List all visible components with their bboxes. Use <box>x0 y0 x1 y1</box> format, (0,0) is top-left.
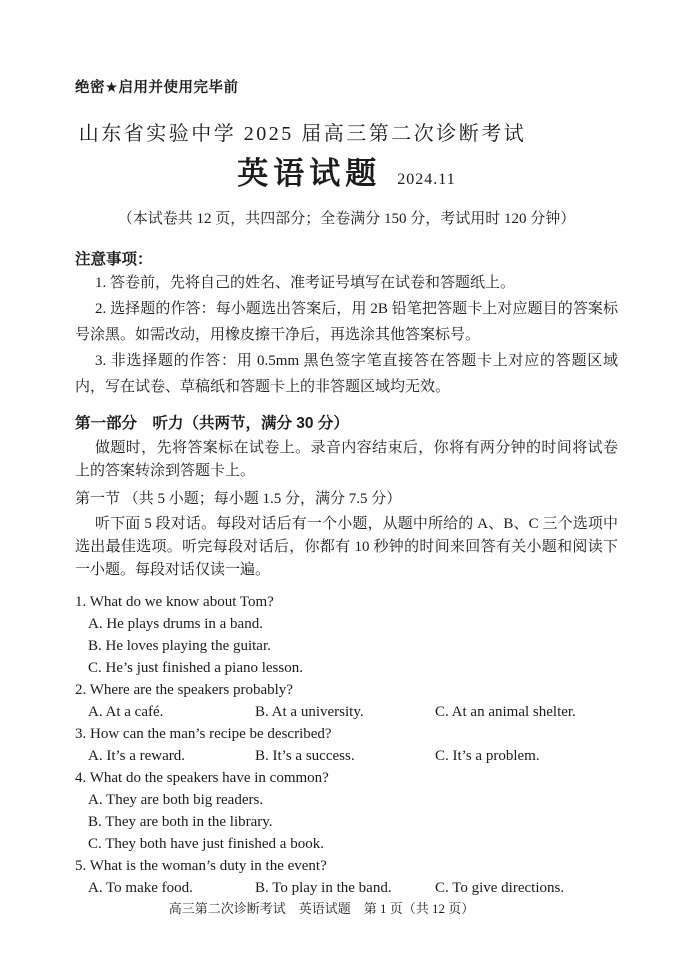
option-a: A. At a café. <box>88 704 164 720</box>
question-3 <box>75 723 618 767</box>
notice-item-1: 1. 答卷前，先将自己的姓名、准考证号填写在试卷和答题纸上。 <box>95 275 516 291</box>
question-2 <box>75 679 618 723</box>
question-4-options <box>75 789 618 855</box>
option-c: C. They both have just finished a book. <box>88 836 324 852</box>
question-1 <box>75 591 618 679</box>
classification-notice: 绝密★启用并使用完毕前 <box>75 80 239 96</box>
part1-intro: 做题时，先将答案标在试卷上。录音内容结束后，你将有两分钟的时间将试卷上的答案转涂到答题卡上。 <box>75 440 618 479</box>
option-a: A. It’s a reward. <box>88 748 186 764</box>
question-4-text: 4. What do the speakers have in common? <box>75 770 329 786</box>
notice-heading: 注意事项： <box>75 251 153 268</box>
question-1-text: 1. What do we know about Tom? <box>75 594 274 610</box>
paper-title: 英语试题 <box>237 156 382 191</box>
option-a: A. They are both big readers. <box>88 792 264 808</box>
section1-heading: 第一节 （共 5 小题；每小题 1.5 分，满分 7.5 分） <box>75 491 402 507</box>
option-a: A. He plays drums in a band. <box>88 616 263 632</box>
paper-date: 2024.11 <box>397 171 456 188</box>
question-3-text: 3. How can the man’s recipe be described? <box>75 726 332 742</box>
question-2-options <box>75 701 618 723</box>
notice-item-2: 2. 选择题的作答：每小题选出答案后，用 2B 铅笔把答题卡上对应题目的答案标号涂黑。如需改动，用橡皮擦干净后，再选涂其他答案标号。 <box>75 301 618 343</box>
option-b: B. To play in the band. <box>255 880 392 896</box>
part1-heading: 第一部分 听力（共两节，满分 30 分） <box>75 415 349 432</box>
question-list <box>75 591 618 899</box>
page-footer: 高三第二次诊断考试 英语试题 第 1 页（共 12 页） <box>168 901 475 916</box>
option-c: C. To give directions. <box>435 880 565 896</box>
option-a: A. To make food. <box>88 880 193 896</box>
paper-title-row <box>75 154 618 200</box>
question-4 <box>75 767 618 855</box>
paper-info-line: （本试卷共 12 页，共四部分；全卷满分 150 分，考试用时 120 分钟） <box>117 211 576 227</box>
question-5 <box>75 855 618 899</box>
question-1-options <box>75 613 618 679</box>
notice-item-3: 3. 非选择题的作答：用 0.5mm 黑色签字笔直接答在答题卡上对应的答题区域内，写在试卷、草稿纸和答题卡上的非答题区域均无效。 <box>75 353 618 395</box>
option-b: B. At a university. <box>255 704 364 720</box>
question-2-text: 2. Where are the speakers probably? <box>75 682 293 698</box>
question-5-text: 5. What is the woman’s duty in the event? <box>75 858 327 874</box>
question-5-options <box>75 877 618 899</box>
option-b: B. It’s a success. <box>255 748 355 764</box>
section1-intro: 听下面 5 段对话。每段对话后有一个小题，从题中所给的 A、B、C 三个选项中选出最佳选项。听完每段对话后，你都有 10 秒钟的时间来回答有关小题和阅读下一小题。每段对话仅读一遍。 <box>75 516 618 578</box>
option-c: C. It’s a problem. <box>435 748 540 764</box>
question-3-options <box>75 745 618 767</box>
exam-title-line: 山东省实验中学 2025 届高三第二次诊断考试 <box>78 123 527 145</box>
option-b: B. He loves playing the guitar. <box>88 638 271 654</box>
option-c: C. At an animal shelter. <box>435 704 576 720</box>
option-b: B. They are both in the library. <box>88 814 273 830</box>
option-c: C. He’s just finished a piano lesson. <box>88 660 303 676</box>
notice-section <box>75 249 618 400</box>
